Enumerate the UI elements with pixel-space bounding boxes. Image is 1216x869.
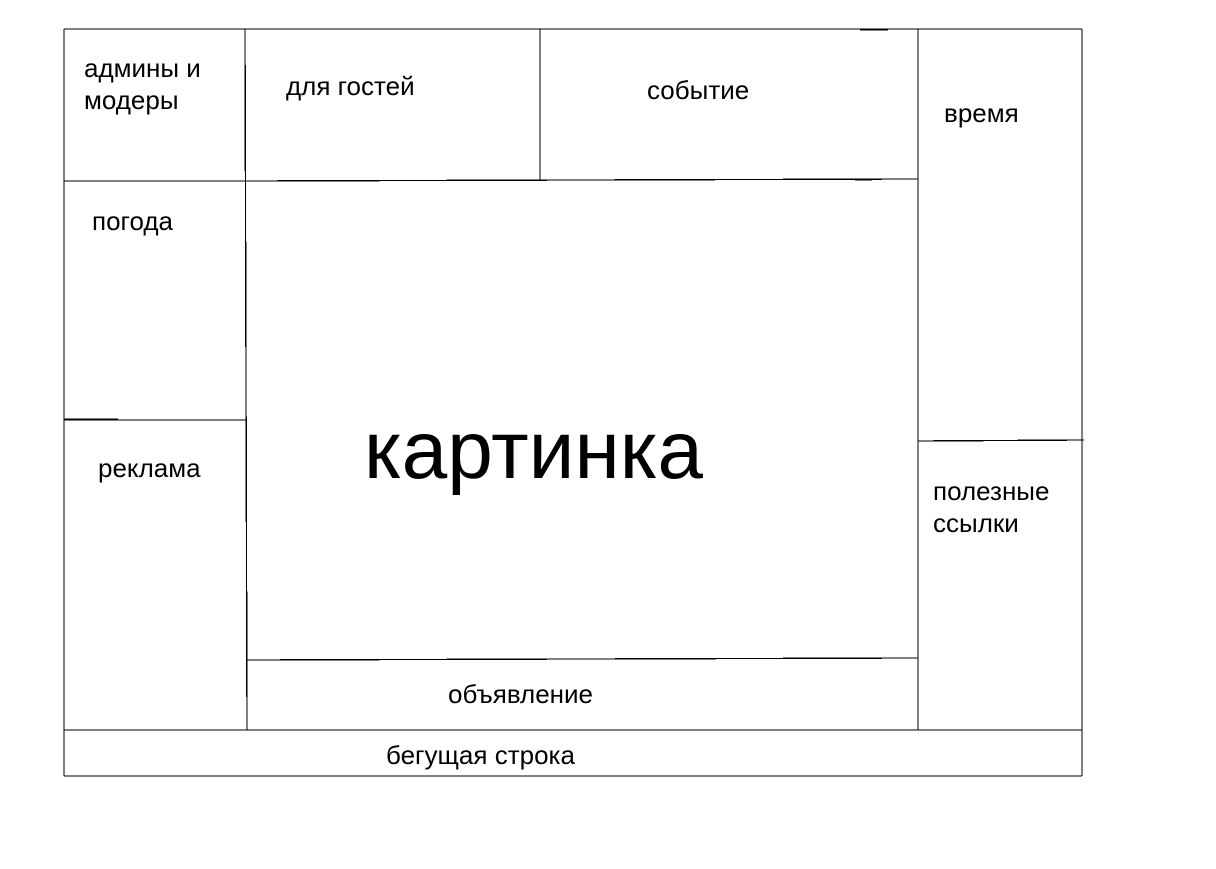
block-admins-and-moderators: админы и модеры (84, 53, 201, 115)
block-for-guests: для гостей (286, 71, 415, 101)
block-picture: картинка (364, 405, 704, 496)
block-announcement: объявление (448, 679, 594, 709)
block-ads: реклама (98, 453, 201, 483)
block-event: событие (647, 75, 750, 105)
block-useful-links: полезные ссылки (933, 476, 1050, 538)
divider-left-column (245, 29, 247, 730)
divider-header-center (245, 179, 918, 181)
divider-time-links (918, 440, 1084, 441)
block-time: время (944, 98, 1019, 128)
block-ticker: бегущая строка (386, 740, 575, 770)
divider-picture-announcement (247, 658, 918, 660)
block-weather: погода (92, 206, 173, 236)
